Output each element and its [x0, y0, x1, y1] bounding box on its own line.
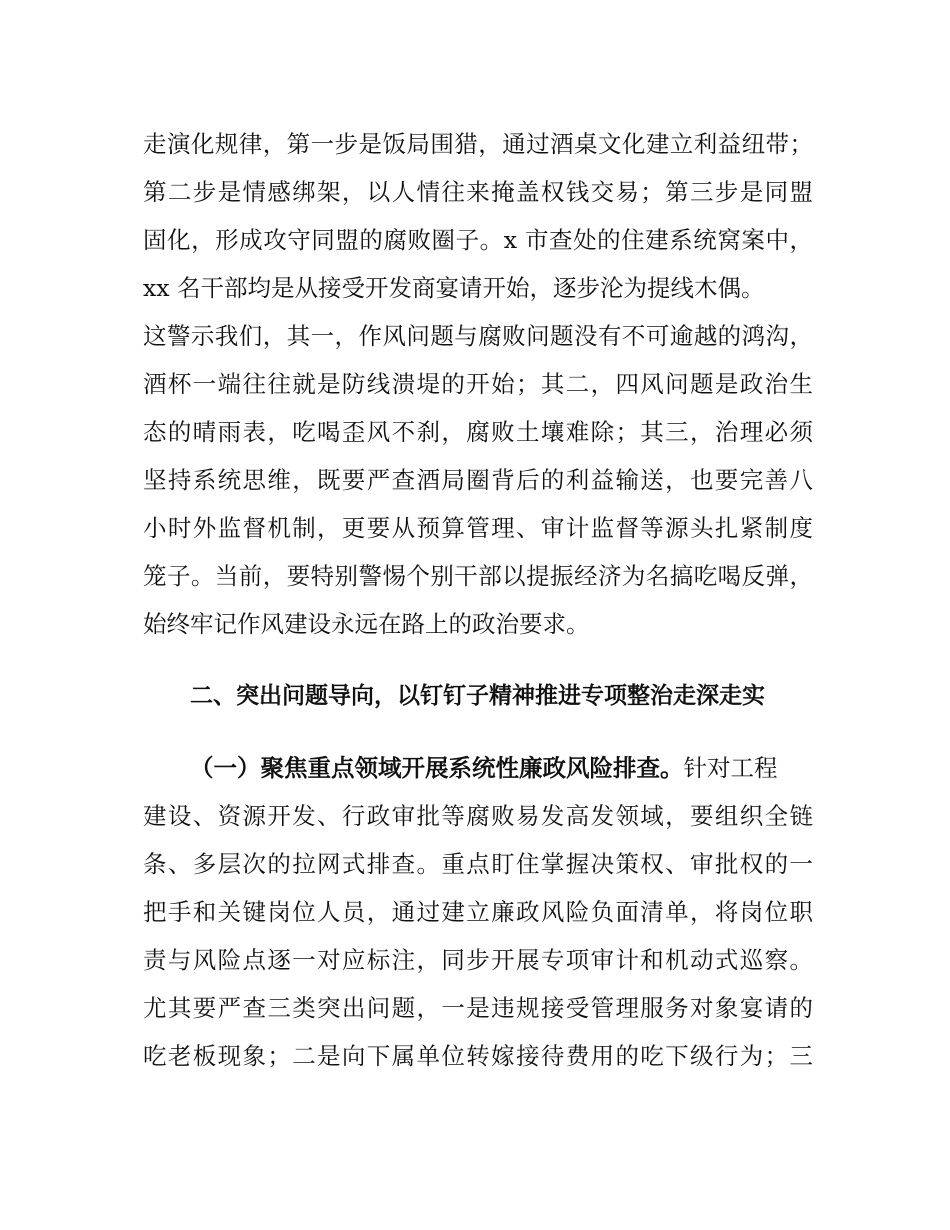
body-text-line: 这警示我们，其一，作风问题与腐败问题没有不可逾越的鸿沟，	[143, 322, 813, 350]
body-text-line: 态的晴雨表，吃喝歪风不刹，腐败土壤难除；其三，治理必须	[143, 418, 813, 446]
subsection-title: （一）聚焦重点领域开展系统性廉政风险排查。	[190, 754, 684, 782]
body-text-line: 吃老板现象；二是向下属单位转嫁接待费用的吃下级行为；三	[143, 1042, 813, 1070]
body-text-line: 尤其要严查三类突出问题，一是违规接受管理服务对象宴请的	[143, 994, 813, 1022]
subsection-first-line	[190, 752, 813, 784]
body-text-line: 固化，形成攻守同盟的腐败圈子。x 市查处的住建系统窝案中，	[143, 226, 813, 254]
body-text-line: 把手和关键岗位人员，通过建立廉政风险负面清单，将岗位职	[143, 898, 813, 926]
body-text-line: 建设、资源开发、行政审批等腐败易发高发领域，要组织全链	[143, 802, 813, 830]
body-text-line: 小时外监督机制，更要从预算管理、审计监督等源头扎紧制度	[143, 514, 813, 542]
body-text-line: 笼子。当前，要特别警惕个别干部以提振经济为名搞吃喝反弹，	[143, 562, 813, 590]
section-heading: 二、突出问题导向，以钉钉子精神推进专项整治走深走实	[190, 683, 765, 709]
body-text-line: 走演化规律，第一步是饭局围猎，通过酒桌文化建立利益纽带；	[143, 130, 813, 158]
body-text-line: 责与风险点逐一对应标注，同步开展专项审计和机动式巡察。	[143, 946, 813, 974]
body-text-line: 坚持系统思维，既要严查酒局圈背后的利益输送，也要完善八	[143, 466, 813, 494]
body-text-line: 条、多层次的拉网式排查。重点盯住掌握决策权、审批权的一	[143, 850, 813, 878]
body-text-line: 酒杯一端往往就是防线溃堤的开始；其二，四风问题是政治生	[143, 370, 813, 398]
body-text-line: 始终牢记作风建设永远在路上的政治要求。	[143, 610, 590, 638]
subsection-text: 针对工程	[683, 754, 778, 782]
body-text-line: xx 名干部均是从接受开发商宴请开始，逐步沦为提线木偶。	[143, 274, 765, 302]
body-text-line: 第二步是情感绑架，以人情往来掩盖权钱交易；第三步是同盟	[143, 178, 813, 206]
